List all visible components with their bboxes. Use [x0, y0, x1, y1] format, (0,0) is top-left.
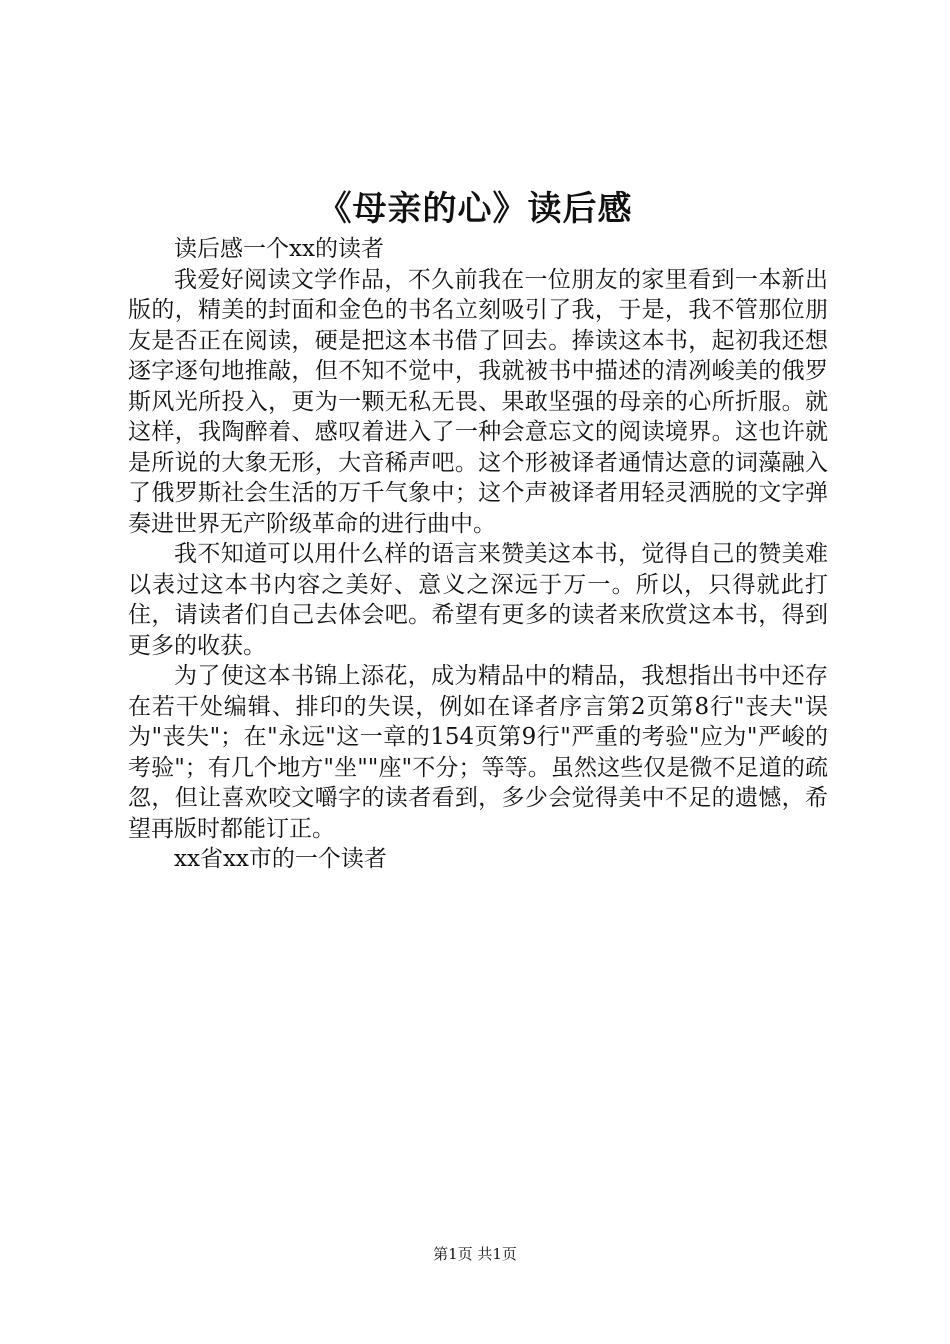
paragraph-1: 我爱好阅读文学作品，不久前我在一位朋友的家里看到一本新出版的，精美的封面和金色的书名立刻吸引了我，于是，我不管那位朋友是否正在阅读，硬是把这本书借了回去。捧读这本书，起初我还想逐字逐句地推敲，但不知不觉中，我就被书中描述的清冽峻美的俄罗斯风光所投入，更为一颗无私无畏、果敢坚强的母亲的心所折服。就这样，我陶醉着、感叹着进入了一种会意忘文的阅读境界。这也许就是所说的大象无形，大音稀声吧。这个形被译者通情达意的词藻融入了俄罗斯社会生活的万千气象中；这个声被译者用轻灵洒脱的文字弹奏进世界无产阶级革命的进行曲中。 — [128, 266, 828, 537]
document-title: 《母亲的心》读后感 — [317, 189, 633, 229]
paragraph-salutation: 读后感一个xx的读者 — [174, 236, 384, 262]
paragraph-signature: xx省xx市的一个读者 — [174, 846, 387, 872]
page-number-footer: 第1页 共1页 — [433, 1245, 517, 1263]
paragraph-3: 为了使这本书锦上添花，成为精品中的精品，我想指出书中还存在若干处编辑、排印的失误，例如在译者序言第2页第8行"丧夫"误为"丧失"；在"永远"这一章的154页第9行"严重的考验"应为"严峻的考验"；有几个地方"坐""座"不分；等等。虽然这些仅是微不足道的疏忽，但让喜欢咬文嚼字的读者看到，多少会觉得美中不足的遗憾，希望再版时都能订正。 — [128, 663, 828, 842]
paragraph-2: 我不知道可以用什么样的语言来赞美这本书，觉得自己的赞美难以表过这本书内容之美好、意义之深远于万一。所以，只得就此打住，请读者们自己去体会吧。希望有更多的读者来欣赏这本书，得到更多的收获。 — [128, 541, 828, 659]
document-body — [128, 234, 828, 875]
